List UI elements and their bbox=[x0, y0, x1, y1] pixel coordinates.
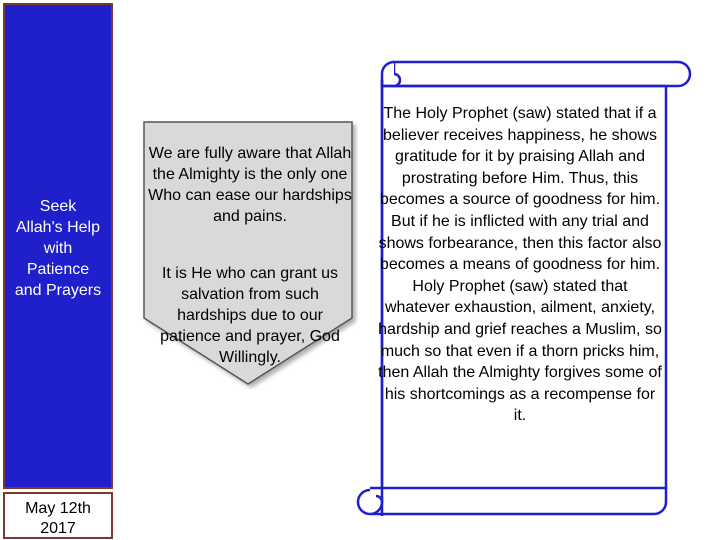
arrow-paragraph-2: It is He who can grant us salvation from such hardships due to our patience and prayer, God Willingly. bbox=[160, 265, 340, 366]
date-label: May 12th 2017 bbox=[3, 492, 113, 539]
arrow-paragraph-1: We are fully aware that Allah the Almighty is the only one Who can ease our hardships and pains. bbox=[148, 145, 352, 225]
arrow-callout bbox=[142, 120, 358, 390]
sidebar-title: Seek Allah's Help with Patience and Prayers bbox=[14, 198, 102, 299]
scroll-text: The Holy Prophet (saw) stated that if a believer receives happiness, he shows gratitude for it by praising Allah and prostrating before Him. Thus, this becomes a source of goodness for him. But if he is inflicted with any trial and shows forbearance, then this factor also becomes a means of goodness for him. Holy Prophet (saw) stated that whatever exhaustion, ailment, anxiety, hardship and grief reaches a Muslim, so much so that even if a thorn pricks him, then Allah the Almighty forgives some of his shortcomings as a recompense for it. bbox=[378, 105, 662, 425]
